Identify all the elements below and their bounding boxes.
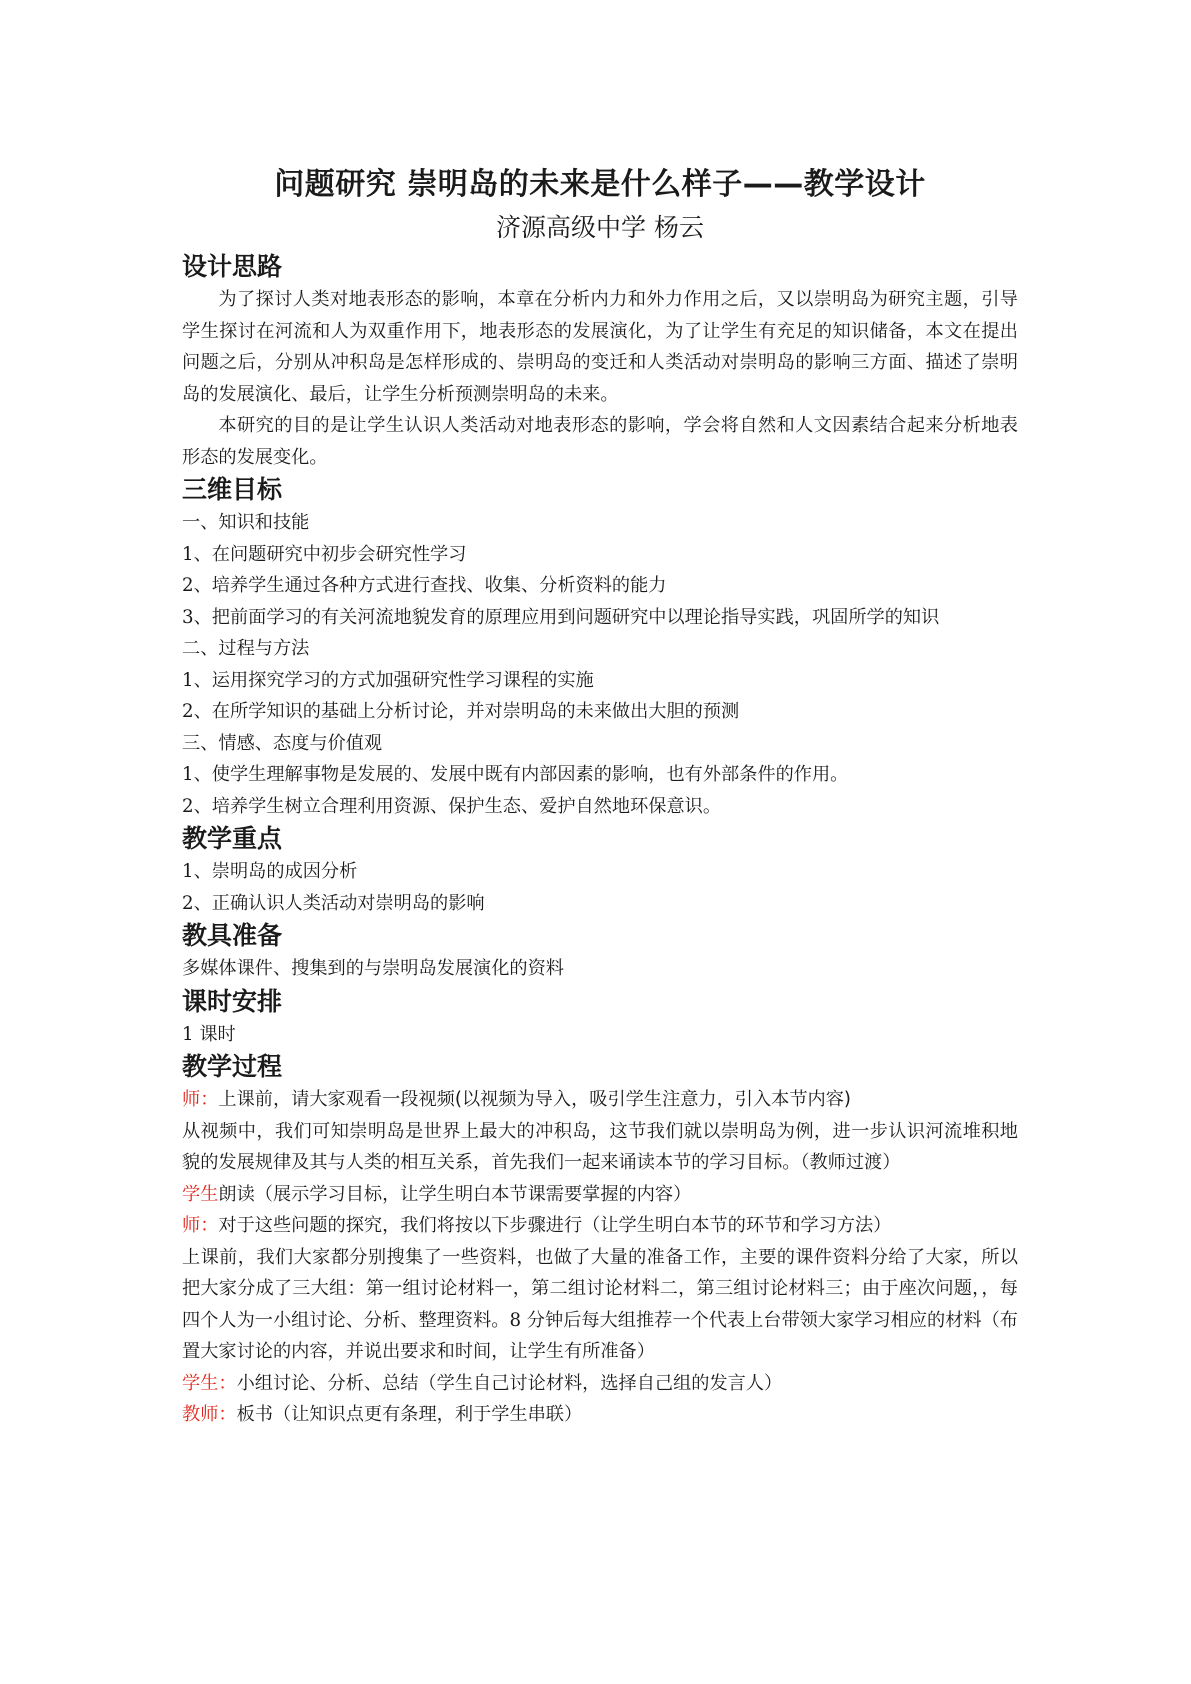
heading-tools: 教具准备 [182, 921, 283, 950]
goal-line: 2、培养学生通过各种方式进行查找、收集、分析资料的能力 [182, 575, 667, 596]
process-text: 朗读 [218, 1183, 255, 1205]
speaker-label: 教师： [182, 1404, 237, 1425]
heading-schedule: 课时安排 [182, 986, 283, 1016]
tools-text: 多媒体课件、搜集到的与崇明岛发展演化的资料 [182, 958, 564, 979]
process-item [182, 1084, 1018, 1116]
goal-line: 3、把前面学习的有关河流地貌发育的原理应用到问题研究中以理论指导实践，巩固所学的知识 [182, 606, 940, 628]
key-line: 1、崇明岛的成因分析 [182, 861, 358, 882]
design-paragraph-1: 为了探讨人类对地表形态的影响，本章在分析内力和外力作用之后，又以崇明岛为研究主题，引导学生探讨在河流和人为双重作用下，地表形态的发展演化，为了让学生有充足的知识储备，本文在提出问题之后，分别从冲积岛是怎样形成的、崇明岛的变迁和人类活动对崇明岛的影响三方面、描述了崇明岛的发展演化、最后，让学生分析预测崇明岛的未来。 [182, 289, 1018, 405]
goal-line: 2、培养学生树立合理利用资源、保护生态、爱护自然地环保意识。 [182, 795, 722, 817]
speaker-label: 学生： [182, 1372, 237, 1394]
goal-line: 1、使学生理解事物是发展的、发展中既有内部因素的影响，也有外部条件的作用。 [182, 764, 849, 785]
process-item [182, 1210, 1018, 1242]
process-item [182, 1116, 1018, 1179]
document-title: 问题研究 崇明岛的未来是什么样子——教学设计 [274, 167, 926, 202]
key-line: 2、正确认识人类活动对崇明岛的影响 [182, 892, 485, 914]
process-text: 对于这些问题的探究，我们将按以下步骤进行 [218, 1215, 583, 1236]
process-note: (以视频为导入，吸引学生注意力，引入本节内容) [454, 1089, 851, 1110]
heading-design: 设计思路 [182, 252, 283, 281]
process-text: 小组讨论、分析、总结 [236, 1372, 419, 1394]
goal-line: 二、过程与方法 [182, 638, 310, 659]
process-text: 从视频中，我们可知崇明岛是世界上最大的冲积岛，这节我们就以崇明岛为例，进一步认识河流堆积地貌的发展规律及其与人类的相互关系，首先我们一起来诵读本节的学习目标。 [182, 1120, 1018, 1173]
speaker-label: 师： [182, 1089, 219, 1110]
process-note: （布置大家讨论的内容，并说出要求和时间，让学生有所准备） [182, 1309, 1018, 1362]
design-paragraph-2: 本研究的目的是让学生认识人类活动对地表形态的影响，学会将自然和人文因素结合起来分析地表形态的发展变化。 [182, 415, 1018, 468]
heading-process: 教学过程 [182, 1052, 283, 1081]
process-text: 上课前，请大家观看一段视频 [218, 1089, 455, 1110]
process-item [182, 1179, 1018, 1211]
process-note: （展示学习目标，让学生明白本节课需要掌握的内容） [254, 1183, 692, 1205]
goal-line: 1、在问题研究中初步会研究性学习 [182, 543, 467, 565]
process-note: （学生自己讨论材料，选择自己组的发言人） [418, 1372, 783, 1394]
heading-key: 教学重点 [182, 824, 283, 853]
process-note: （让知识点更有条理，利于学生串联） [272, 1404, 583, 1425]
goal-line: 一、知识和技能 [182, 512, 310, 533]
goal-line: 1、运用探究学习的方式加强研究性学习课程的实施 [182, 669, 594, 691]
document-page [182, 162, 1018, 1431]
schedule-text: 1 课时 [182, 1023, 236, 1045]
process-item [182, 1242, 1018, 1368]
process-item [182, 1368, 1018, 1400]
speaker-label: 学生 [182, 1183, 219, 1205]
heading-goals: 三维目标 [182, 475, 283, 504]
process-note: （让学生明白本节的环节和学习方法） [582, 1215, 892, 1236]
speaker-label: 师： [182, 1215, 219, 1236]
document-author: 济源高级中学 杨云 [496, 213, 704, 242]
process-note: （教师过渡） [800, 1152, 901, 1173]
process-text: 上课前，我们大家都分别搜集了一些资料，也做了大量的准备工作，主要的课件资料分给了大家，所以把大家分成了三大组：第一组讨论材料一，第二组讨论材料二，第三组讨论材料三；由于座次问题，，每四个人为一小组讨论、分析、整理资料。8 分钟后每大组推荐一个代表上台带领大家学习相应的材料 [182, 1246, 1018, 1331]
process-text: 板书 [236, 1404, 273, 1425]
goal-line: 2、在所学知识的基础上分析讨论，并对崇明岛的未来做出大胆的预测 [182, 701, 740, 722]
goal-line: 三、情感、态度与价值观 [182, 732, 383, 754]
process-item [182, 1399, 1018, 1431]
